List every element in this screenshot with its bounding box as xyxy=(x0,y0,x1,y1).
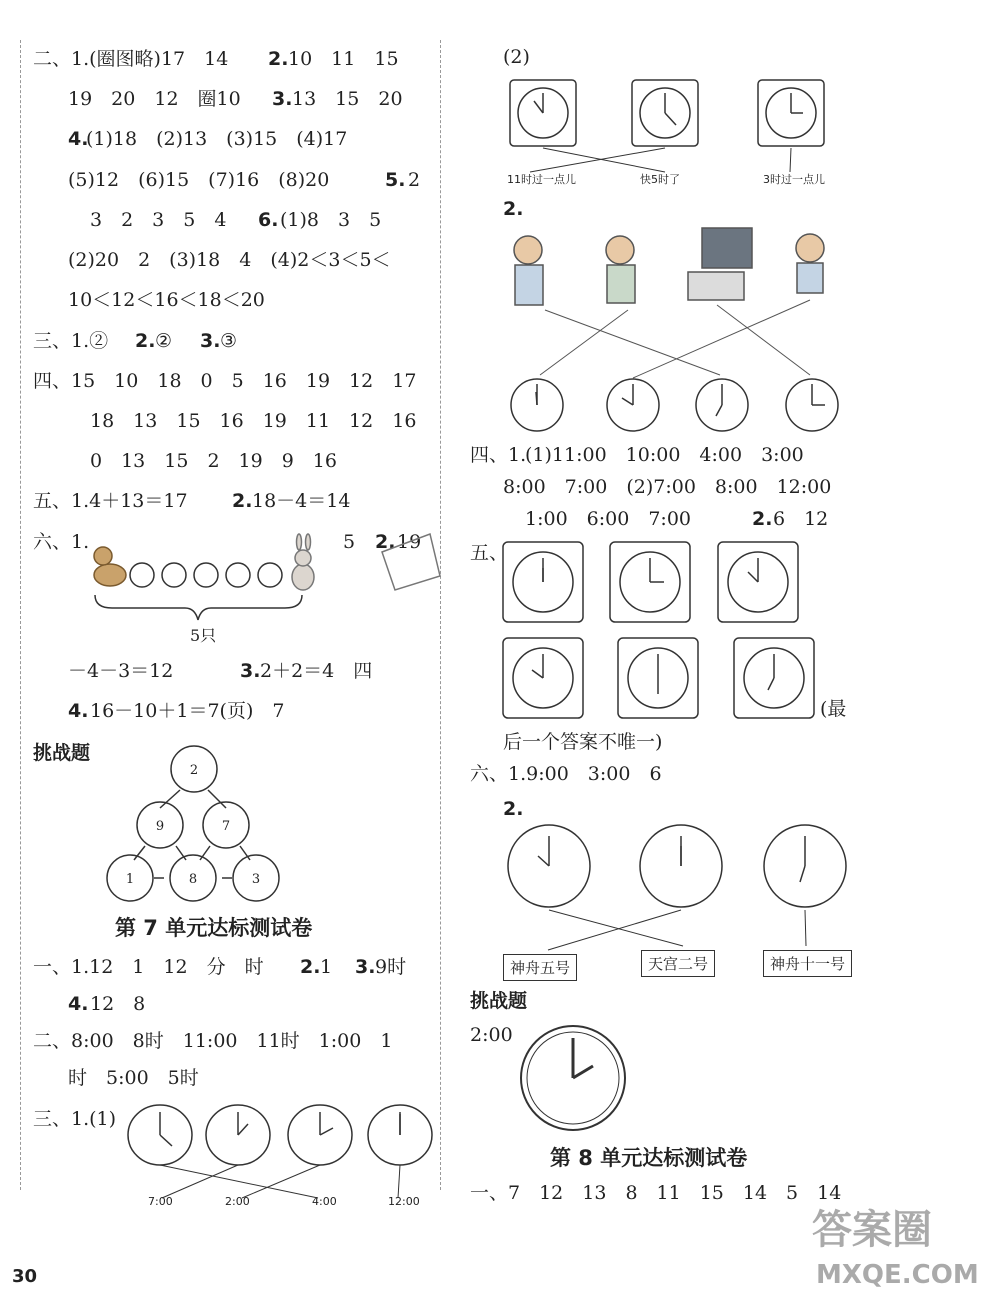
tri-number: 8 xyxy=(188,872,198,887)
unit7-title: 第 7 单元达标测试卷 xyxy=(115,916,313,940)
time-label: 12:00 xyxy=(388,1195,420,1208)
line: ③ xyxy=(220,330,238,352)
left-clocks xyxy=(128,1105,432,1198)
num: 2. xyxy=(752,508,773,530)
line: 6 12 xyxy=(773,508,829,530)
line: (1)18 (2)13 (3)15 (4)17 xyxy=(86,128,348,150)
line: 后一个答案不唯一) xyxy=(503,731,663,753)
challenge-clock xyxy=(521,1026,625,1130)
page-number: 30 xyxy=(12,1266,38,1287)
line: 五、1.4＋13＝17 xyxy=(33,490,188,512)
line: 2:00 xyxy=(470,1024,513,1046)
line: 16－10＋1＝7(页) 7 xyxy=(90,700,285,722)
line: (最 xyxy=(820,698,847,720)
line: 五、 xyxy=(470,542,509,564)
square-clocks-top xyxy=(510,80,824,172)
line: 0 13 15 2 19 9 16 xyxy=(90,450,337,472)
line: －4－3＝12 xyxy=(68,660,174,682)
num: 2. xyxy=(232,490,253,512)
line: 六、1.9:00 3:00 6 xyxy=(470,763,662,785)
num: 5. xyxy=(385,169,406,191)
line: 13 15 20 xyxy=(292,88,403,110)
line: 10＜12＜16＜18＜20 xyxy=(68,289,265,311)
num: 2. xyxy=(503,198,524,220)
line: 二、1.(圈图略)17 14 xyxy=(33,48,229,70)
line: 一、7 12 13 8 11 15 14 5 14 xyxy=(470,1182,842,1204)
num: 4. xyxy=(68,700,89,722)
line: (1)8 3 5 xyxy=(280,209,382,231)
circles-row xyxy=(130,563,282,587)
num: 2. xyxy=(268,48,289,70)
num: 3. xyxy=(240,660,261,682)
line: 二、8:00 8时 11:00 11时 1:00 1 xyxy=(33,1030,393,1052)
num: 4. xyxy=(68,128,89,150)
line: 四、15 10 18 0 5 16 19 12 17 xyxy=(33,370,417,392)
scrap-note xyxy=(382,531,440,590)
tri-number: 9 xyxy=(155,819,165,834)
line: 19 20 12 圈10 xyxy=(68,88,241,110)
label-box: 神舟五号 xyxy=(503,954,577,981)
line: 10 11 15 xyxy=(288,48,399,70)
line: 18－4＝14 xyxy=(252,490,351,512)
line: 一、1.12 1 12 分 时 xyxy=(33,956,264,978)
line: 19 xyxy=(397,531,422,553)
line: 3 2 3 5 4 xyxy=(90,209,227,231)
line: 12 8 xyxy=(90,993,146,1015)
line: 9时 xyxy=(375,956,407,978)
dog-icon xyxy=(94,547,126,586)
people-scene xyxy=(514,228,824,378)
num: 6. xyxy=(258,209,279,231)
num: 2. xyxy=(375,531,396,553)
triangle-numbers xyxy=(126,763,260,887)
clock-label: 11时过一点儿 xyxy=(507,173,576,186)
line: 1 xyxy=(320,956,333,978)
line: 三、1.② xyxy=(33,330,109,352)
num: 4. xyxy=(68,993,89,1015)
unit8-title: 第 8 单元达标测试卷 xyxy=(550,1146,748,1170)
spacecraft-clocks xyxy=(508,825,846,950)
label-box: 天宫二号 xyxy=(641,950,715,977)
line: 1:00 6:00 7:00 xyxy=(525,508,691,530)
num: 3. xyxy=(200,330,221,352)
line: 8:00 7:00 (2)7:00 8:00 12:00 xyxy=(503,476,832,498)
line: 六、1. xyxy=(33,531,90,553)
line: 2 xyxy=(408,169,421,191)
num: 3. xyxy=(272,88,293,110)
brace-label: 5只 xyxy=(190,626,217,645)
rabbit-icon xyxy=(292,534,314,590)
tri-number: 7 xyxy=(221,819,231,834)
watermark-logo: 答案圈 xyxy=(812,1207,932,1253)
tri-number: 1 xyxy=(125,872,135,887)
line: ② xyxy=(155,330,173,352)
line: 18 13 15 16 19 11 12 16 xyxy=(90,410,417,432)
tri-number: 3 xyxy=(251,872,261,887)
num: 2. xyxy=(135,330,156,352)
challenge-heading: 挑战题 xyxy=(33,742,91,764)
line: (1)11:00 10:00 4:00 3:00 xyxy=(525,444,804,466)
line: 三、1.(1) xyxy=(33,1108,117,1130)
line: (5)12 (6)15 (7)16 (8)20 xyxy=(68,169,330,191)
line: 2＋2＝4 四 xyxy=(260,660,373,682)
line: (2)20 2 (3)18 4 (4)2＜3＜5＜ xyxy=(68,249,391,271)
line: 四、1. xyxy=(470,444,527,466)
line: 5 xyxy=(343,531,356,553)
time-label: 7:00 xyxy=(148,1195,173,1208)
brace xyxy=(95,595,302,620)
clock-label: 快5时了 xyxy=(640,173,680,186)
time-label: 2:00 xyxy=(225,1195,250,1208)
label-box: 神舟十一号 xyxy=(763,950,852,977)
round-clocks-row xyxy=(511,379,838,431)
tri-number: 2 xyxy=(189,763,199,778)
num: 3. xyxy=(355,956,376,978)
watermark-url: MXQE.COM xyxy=(816,1260,979,1290)
time-label: 4:00 xyxy=(312,1195,337,1208)
num: 2. xyxy=(300,956,321,978)
challenge-heading: 挑战题 xyxy=(470,990,528,1012)
num: 2. xyxy=(503,798,524,820)
square-clocks-grid xyxy=(503,542,814,718)
line: (2) xyxy=(503,46,530,68)
clock-label: 3时过一点儿 xyxy=(763,173,825,186)
line: 时 5:00 5时 xyxy=(68,1067,199,1089)
